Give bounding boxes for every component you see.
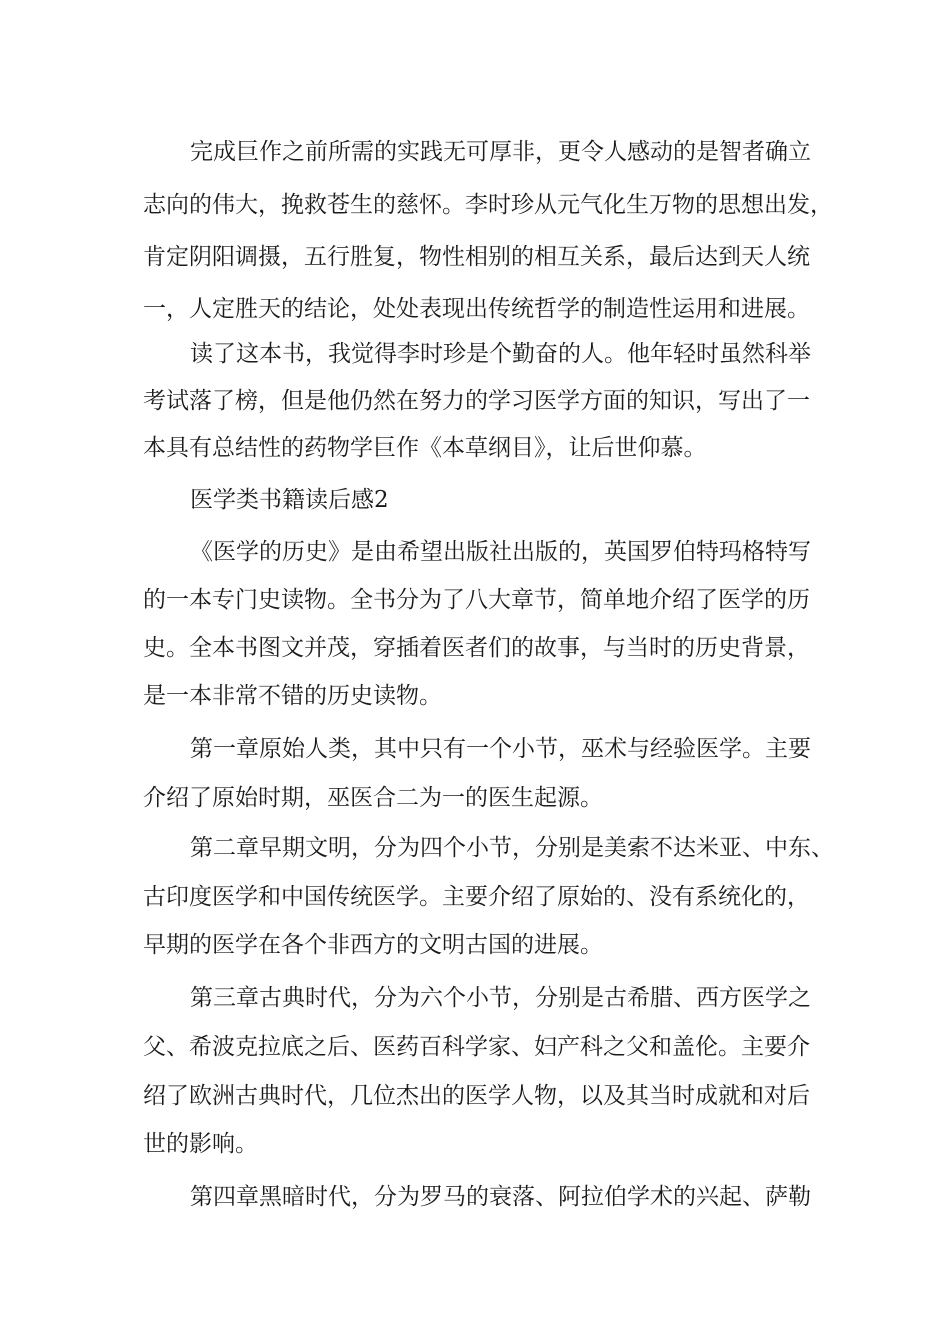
- paragraph-line: 一，人定胜天的结论，处处表现出传统哲学的制造性运用和进展。: [143, 296, 810, 322]
- paragraph-line: 世的影响。: [143, 1131, 258, 1157]
- paragraph-line: 第三章古典时代，分为六个小节，分别是古希腊、西方医学之: [190, 985, 811, 1011]
- paragraph-line: 介绍了原始时期，巫医合二为一的医生起源。: [143, 785, 603, 811]
- paragraph-line: 的一本专门史读物。全书分为了八大章节，简单地介绍了医学的历: [143, 587, 810, 613]
- paragraph-line: 古印度医学和中国传统医学。主要介绍了原始的、没有系统化的，: [143, 884, 810, 910]
- paragraph-line: 第一章原始人类，其中只有一个小节，巫术与经验医学。主要: [190, 736, 811, 762]
- section-heading: 医学类书籍读后感2: [190, 487, 389, 513]
- paragraph-line: 是一本非常不错的历史读物。: [143, 683, 442, 709]
- paragraph-line: 史。全本书图文并茂，穿插着医者们的故事，与当时的历史背景，: [143, 635, 810, 661]
- paragraph-line: 绍了欧洲古典时代，几位杰出的医学人物，以及其当时成就和对后: [143, 1083, 810, 1109]
- paragraph-line: 肯定阴阳调摄，五行胜复，物性相别的相互关系，最后达到天人统: [143, 244, 810, 270]
- paragraph-line: 完成巨作之前所需的实践无可厚非，更令人感动的是智者确立: [190, 139, 811, 165]
- paragraph-line: 读了这本书，我觉得李时珍是个勤奋的人。他年轻时虽然科举: [190, 341, 811, 367]
- paragraph-line: 父、希波克拉底之后、医药百科学家、妇产科之父和盖伦。主要介: [143, 1034, 810, 1060]
- paragraph-line: 考试落了榜，但是他仍然在努力的学习医学方面的知识，写出了一: [143, 388, 810, 414]
- paragraph-line: 早期的医学在各个非西方的文明古国的进展。: [143, 932, 603, 958]
- paragraph-line: 《医学的历史》是由希望出版社出版的，英国罗伯特玛格特写: [190, 539, 811, 565]
- paragraph-line: 第二章早期文明，分为四个小节，分别是美索不达米亚、中东、: [190, 835, 834, 861]
- paragraph-line: 第四章黑暗时代，分为罗马的衰落、阿拉伯学术的兴起、萨勒: [190, 1184, 811, 1210]
- paragraph-line: 本具有总结性的药物学巨作《本草纲目》，让后世仰慕。: [143, 435, 707, 461]
- paragraph-line: 志向的伟大，挽救苍生的慈怀。李时珍从元气化生万物的思想出发，: [143, 192, 833, 218]
